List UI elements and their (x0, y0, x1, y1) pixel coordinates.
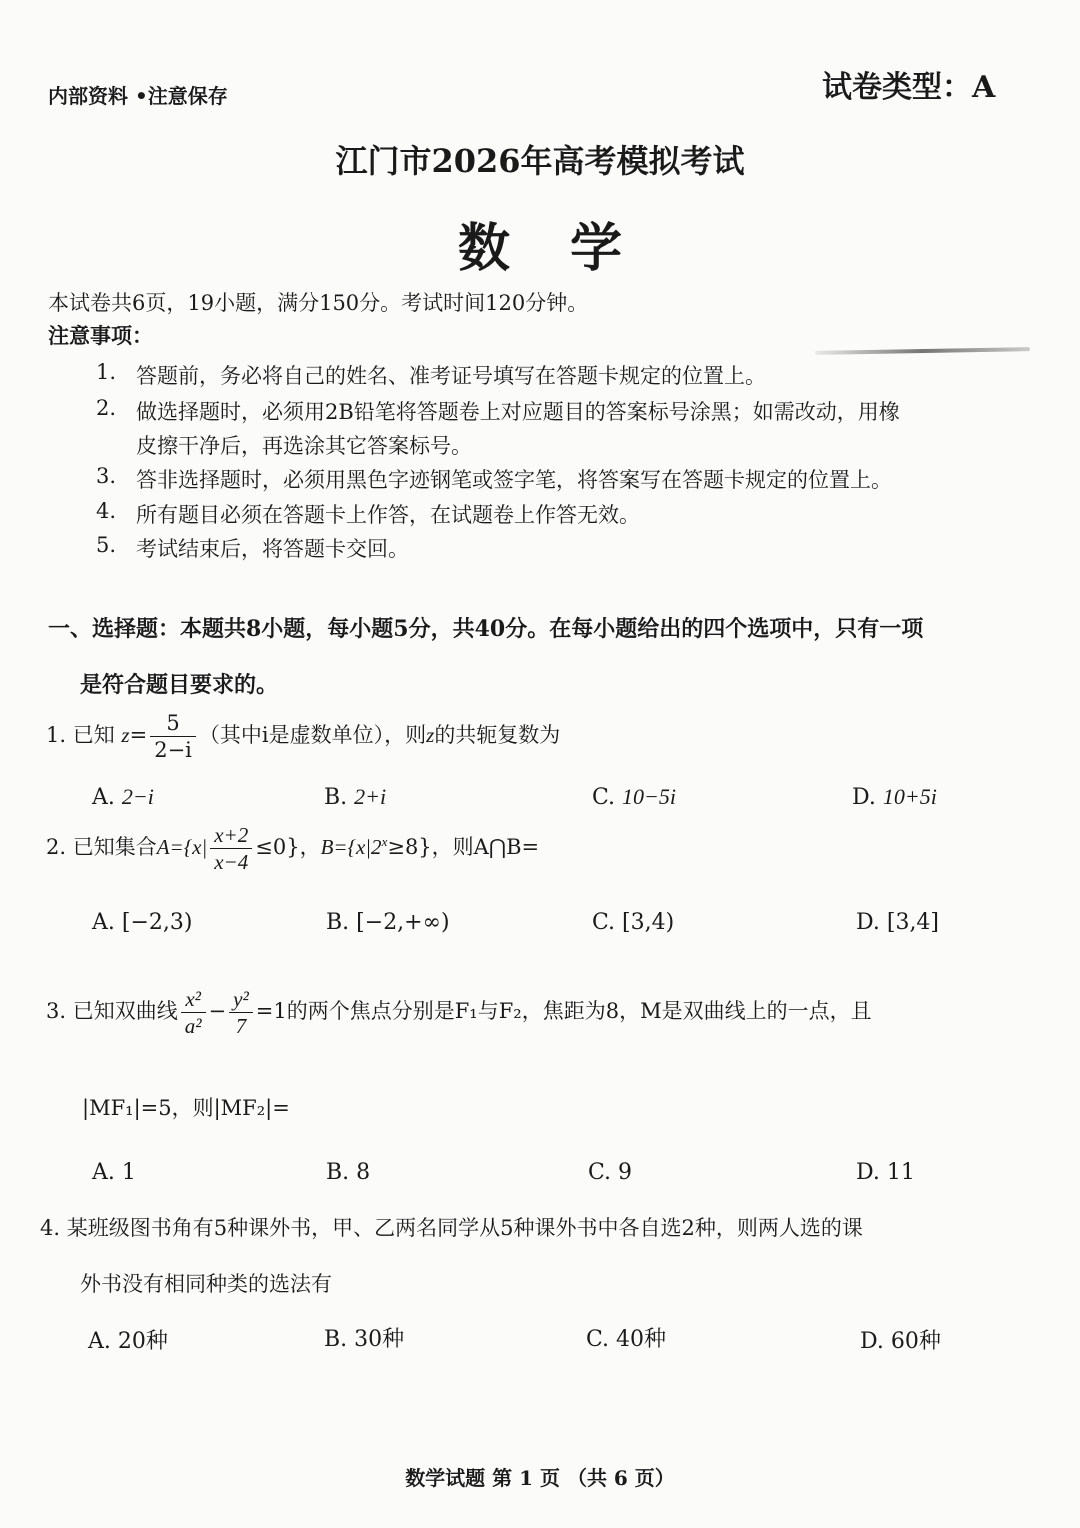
exam-title: 江门市2026年高考模拟考试 (335, 142, 745, 180)
option-label: D. (860, 1329, 884, 1354)
option-a (92, 784, 154, 810)
question-3 (46, 988, 872, 1037)
math-expr: =1 (255, 999, 287, 1024)
math-expr: ≤0} (255, 835, 300, 860)
option-c (592, 784, 676, 810)
math-op: − (208, 999, 227, 1024)
question-2 (46, 824, 539, 873)
question-text: 的共轭复数为 (434, 723, 561, 748)
question-3-continued: |MF₁|=5，则|MF₂|= (82, 1096, 290, 1120)
punctuation: ， (299, 835, 321, 860)
question-1 (46, 712, 560, 761)
notice-text: 答题前，务必将自己的姓名、准考证号填写在答题卡规定的位置上。 (136, 364, 766, 388)
notice-number: 1. (96, 360, 117, 384)
option-label: B. (326, 910, 350, 935)
notice-text: 所有题目必须在答题卡上作答，在试题卷上作答无效。 (136, 503, 640, 527)
option-label: C. (592, 910, 616, 935)
notice-text: 考试结束后，将答题卡交回。 (136, 537, 409, 561)
notice-heading: 注意事项： (48, 323, 153, 348)
section-heading-continued: 是符合题目要求的。 (80, 672, 279, 698)
option-b (324, 784, 386, 810)
pen-mark (815, 347, 1030, 355)
option-label: A. (92, 910, 115, 935)
question-number: 1. (46, 723, 67, 748)
fraction (210, 824, 252, 873)
question-number: 3. (46, 999, 67, 1024)
option-label: B. (326, 1160, 350, 1185)
option-text: 10+5i (882, 784, 937, 809)
option-label: B. (324, 785, 348, 810)
page-footer: 数学试题 第 1 页 （共 6 页） (405, 1466, 675, 1490)
option-label: D. (852, 785, 876, 810)
option-text: 20种 (117, 1329, 168, 1354)
paper-type-label: 试卷类型：A (822, 70, 996, 105)
question-text: 某班级图书角有5种课外书，甲、乙两名同学从5种课外书中各自选2种，则两人选的课 (66, 1216, 863, 1240)
option-text: [3,4) (622, 910, 675, 935)
fraction-numerator: x² (181, 988, 206, 1013)
notice-number: 5. (96, 533, 117, 557)
math-op: = (129, 723, 148, 748)
option-label: A. (92, 785, 115, 810)
option-label: C. (588, 1160, 612, 1185)
math-var: z (121, 723, 130, 748)
option-text: 9 (618, 1160, 633, 1185)
question-text: 已知集合 (72, 835, 157, 860)
option-text: 2+i (354, 784, 387, 809)
question-4 (40, 1212, 863, 1242)
option-b (326, 1160, 370, 1185)
question-text: ，则A⋂B= (431, 835, 540, 860)
math-exponent: x (381, 834, 388, 850)
question-text: 已知 (72, 723, 115, 748)
option-text: 60种 (890, 1329, 941, 1354)
option-label: A. (88, 1329, 111, 1354)
option-text: [−2,+∞) (356, 910, 450, 935)
option-text: 11 (886, 1160, 915, 1185)
fraction-denominator: 2−i (154, 738, 192, 763)
fraction-denominator: 7 (235, 1014, 247, 1039)
math-expr: A={x| (156, 835, 208, 860)
notice-text: 皮擦干净后，再选涂其它答案标号。 (136, 434, 472, 458)
option-text: 10−5i (622, 784, 677, 809)
option-label: D. (856, 910, 880, 935)
notice-text: 答非选择题时，必须用黑色字迹钢笔或签字笔，将答案写在答题卡规定的位置上。 (136, 468, 892, 492)
option-text: [3,4] (886, 910, 940, 935)
option-d (856, 1160, 915, 1185)
option-b (324, 1322, 404, 1353)
option-c (586, 1322, 666, 1353)
math-expr: ≥8} (387, 835, 432, 860)
confidential-label: 内部资料 •注意保存 (48, 84, 228, 108)
math-expr: B={x|2 (320, 835, 382, 860)
fraction-denominator: a² (184, 1014, 202, 1039)
question-text: 的两个焦点分别是F₁与F₂，焦距为8，M是双曲线上的一点，且 (286, 999, 872, 1024)
option-b (326, 910, 450, 935)
option-label: C. (592, 785, 616, 810)
option-a (92, 910, 192, 935)
question-text: 已知双曲线 (72, 999, 178, 1024)
notice-number: 3. (96, 464, 117, 488)
fraction (150, 712, 196, 761)
option-c (588, 1160, 632, 1185)
math-var: z (426, 723, 435, 748)
section-heading: 一、选择题：本题共8小题，每小题5分，共40分。在每小题给出的四个选项中，只有一项 (48, 616, 924, 642)
option-d (856, 910, 939, 935)
notice-list (0, 360, 1080, 560)
question-text: （其中i是虚数单位），则 (198, 723, 427, 748)
question-number: 2. (46, 835, 67, 860)
option-text: 1 (121, 1160, 136, 1185)
option-d (860, 1324, 941, 1355)
question-4-continued: 外书没有相同种类的选法有 (80, 1272, 332, 1296)
option-c (592, 910, 674, 935)
fraction (229, 988, 253, 1037)
notice-text: 做选择题时，必须用2B铅笔将答题卷上对应题目的答案标号涂黑；如需改动，用橡 (136, 400, 900, 424)
option-text: 40种 (616, 1327, 667, 1352)
notice-number: 2. (96, 396, 117, 420)
option-a (92, 1160, 136, 1185)
option-text: [−2,3) (121, 910, 193, 935)
exam-intro: 本试卷共6页，19小题，满分150分。考试时间120分钟。 (48, 291, 589, 315)
fraction-denominator: x−4 (214, 850, 249, 875)
subject-title: 数学 (457, 218, 682, 279)
option-label: D. (856, 1160, 880, 1185)
fraction (181, 988, 206, 1037)
question-number: 4. (40, 1216, 61, 1240)
option-label: B. (324, 1327, 348, 1352)
option-label: A. (92, 1160, 115, 1185)
notice-number: 4. (96, 499, 117, 523)
fraction-numerator: 5 (150, 712, 196, 737)
fraction-numerator: x+2 (210, 824, 252, 849)
fraction-numerator: y² (229, 988, 253, 1013)
option-text: 30种 (354, 1327, 405, 1352)
option-text: 2−i (121, 784, 154, 809)
option-d (852, 784, 937, 810)
option-a (88, 1324, 168, 1355)
option-label: C. (586, 1327, 610, 1352)
option-text: 8 (356, 1160, 371, 1185)
